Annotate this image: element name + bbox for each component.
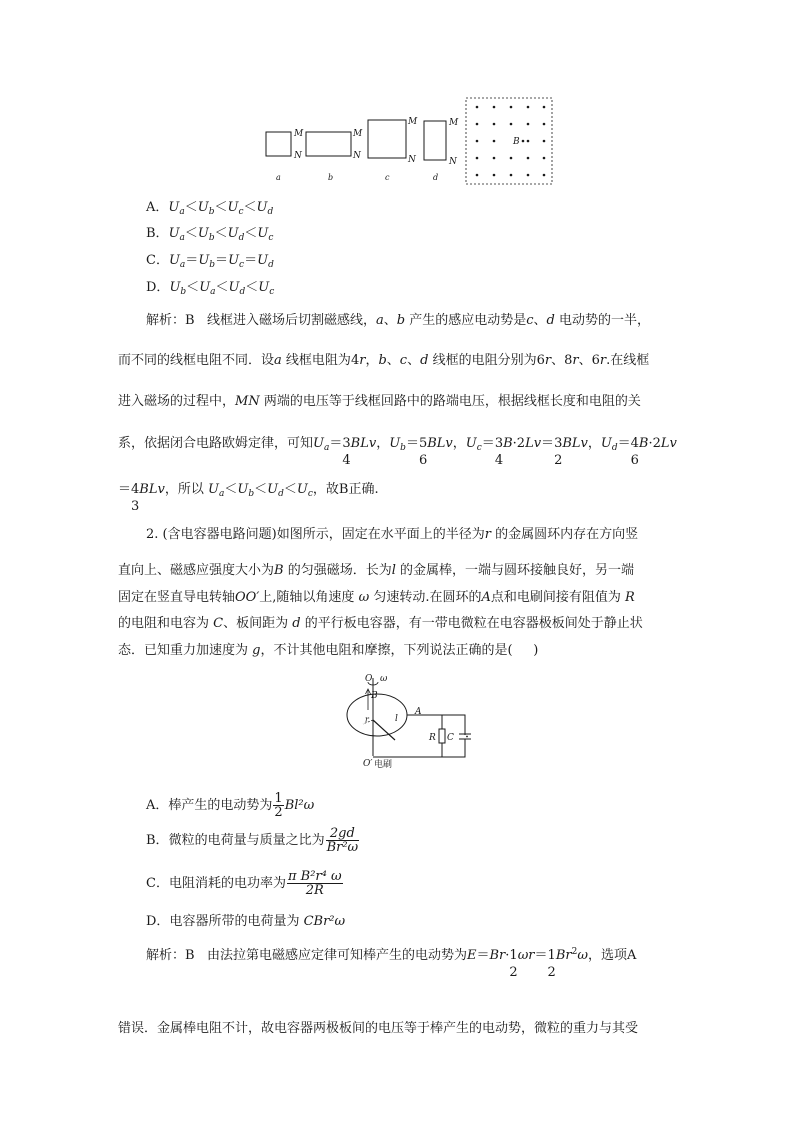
point-A: A: [415, 707, 422, 717]
coil-frame-d: [424, 121, 446, 160]
magnetic-field-region: [466, 98, 552, 184]
coil-frame-b: [306, 132, 351, 156]
metal-rod: [373, 720, 395, 740]
resistor-label: R: [429, 733, 436, 743]
q2-option-c-fraction: $\frac{\text{π B²r⁴ ω}}{2R}$: [287, 869, 342, 898]
q1-option-c[interactable]: C．$U_a=U_b=U_c=U_d$: [146, 253, 274, 270]
field-dots: [476, 106, 546, 177]
q1-analysis-line1: 解析：B 线框进入磁场后切割磁感线，a、b 产生的感应电动势是c、d 电动势的一半，: [146, 313, 651, 328]
q2-option-d[interactable]: D．电容器所带的电荷量为 CBr²ω: [146, 914, 346, 929]
charged-particle: [466, 736, 468, 738]
q2-stem-line4: 的电阻和电容为 C、板间距为 d 的平行板电容器，有一带电微粒在电容器极板间处于静止状: [118, 616, 643, 631]
label-c-N: N: [408, 155, 416, 165]
q1-option-b[interactable]: B．$U_a<U_b<U_d<U_c$: [146, 226, 274, 243]
field-label-B: B: [513, 137, 520, 147]
q2-analysis-line1: 解析：B 由法拉第电磁感应定律可知棒产生的电动势为E＝Br·1 2 ωr＝1 2 Br$^2$ω，选项A: [146, 947, 637, 980]
resistor-R: [439, 729, 445, 743]
coil-frame-c: [368, 120, 406, 158]
field-dot-beside-B: [522, 140, 525, 143]
label-c-M: M: [408, 117, 418, 127]
figure-rotating-rod-circuit: [335, 670, 475, 776]
q1-option-d[interactable]: D．$U_b<U_a<U_d<U_c$: [146, 280, 275, 297]
field-label-B: B: [371, 691, 378, 701]
rod-label-l: l: [395, 714, 398, 724]
q2-analysis-line2: 错误．金属棒电阻不计，故电容器两极板间的电压等于棒产生的电动势，微粒的重力与其受: [118, 1021, 639, 1036]
label-a: a: [276, 173, 281, 182]
capacitor-label: C: [447, 733, 454, 743]
label-d-M: M: [449, 118, 459, 128]
q2-option-b-fraction: $\frac{2gd}{\text{Br²ω}}$: [326, 826, 359, 855]
label-b-M: M: [353, 129, 363, 139]
q1-analysis-line3: 进入磁场的过程中，MN 两端的电压等于线框回路中的路端电压，根据线框长度和电阻的关: [118, 394, 641, 409]
label-b: b: [328, 173, 334, 182]
q2-option-b[interactable]: B．微粒的电荷量与质量之比为 $\frac{2gd}{\text{Br²ω}}$: [146, 826, 359, 855]
radius-label: r: [365, 715, 369, 724]
coil-frame-a: [266, 132, 291, 156]
q1-option-a[interactable]: A．$U_a<U_b<U_c<U_d$: [146, 200, 274, 217]
label-a-M: M: [294, 129, 304, 139]
q2-stem-line1: 2. (含电容器电路问题)如图所示，固定在水平面上的半径为r 的金属圆环内存在方向竖: [146, 527, 639, 542]
label-a-N: N: [294, 151, 302, 161]
q1-analysis-line4: 系，依据闭合电路欧姆定律，可知$U_a=3$ 4 BLv，$U_b=5$ 6 BLv，$U_c=3$ 4 B·2Lv＝3 2 BLv，$U_d=4$ 6 B·2Lv: [118, 436, 677, 468]
brush-label: 电刷: [374, 760, 393, 770]
q2-option-c[interactable]: C．电阻消耗的电功率为 $\frac{\text{π B²r⁴ ω}}{2R}$: [146, 869, 342, 898]
q1-analysis-line5: ＝4 3 BLv，所以 $U_a<U_b<U_d<U_c$，故B正确.: [118, 482, 379, 514]
axis-top-O: O: [365, 674, 373, 684]
q1-analysis-line2: 而不同的线框电阻不同．设a 线框电阻为4r，b、c、d 线框的电阻分别为6r、8r、6r.在线框: [118, 353, 650, 368]
axis-bottom-O: O′: [363, 759, 373, 769]
q2-option-a-fraction: $\frac{1}{2}$: [274, 791, 283, 820]
q2-stem-line5: 态．已知重力加速度为 g，不计其他电阻和摩擦，下列说法正确的是( ): [118, 643, 539, 658]
q2-option-a[interactable]: A．棒产生的电动势为 $\frac{1}{2}$ Bl²ω: [146, 791, 315, 820]
q2-stem-line2: 直向上、磁感应强度大小为B 的匀强磁场．长为l 的金属棒，一端与圆环接触良好，另一端: [118, 563, 635, 578]
q2-stem-line3: 固定在竖直导电转轴OO′上,随轴以角速度 ω 匀速转动.在圆环的A点和电刷间接有阻值为 R: [118, 590, 635, 605]
label-d: d: [433, 173, 439, 182]
label-d-N: N: [449, 157, 457, 167]
figure-coils-magnetic-field: [255, 92, 565, 188]
label-b-N: N: [353, 151, 361, 161]
label-c: c: [385, 173, 390, 182]
omega-label: ω: [380, 674, 388, 684]
